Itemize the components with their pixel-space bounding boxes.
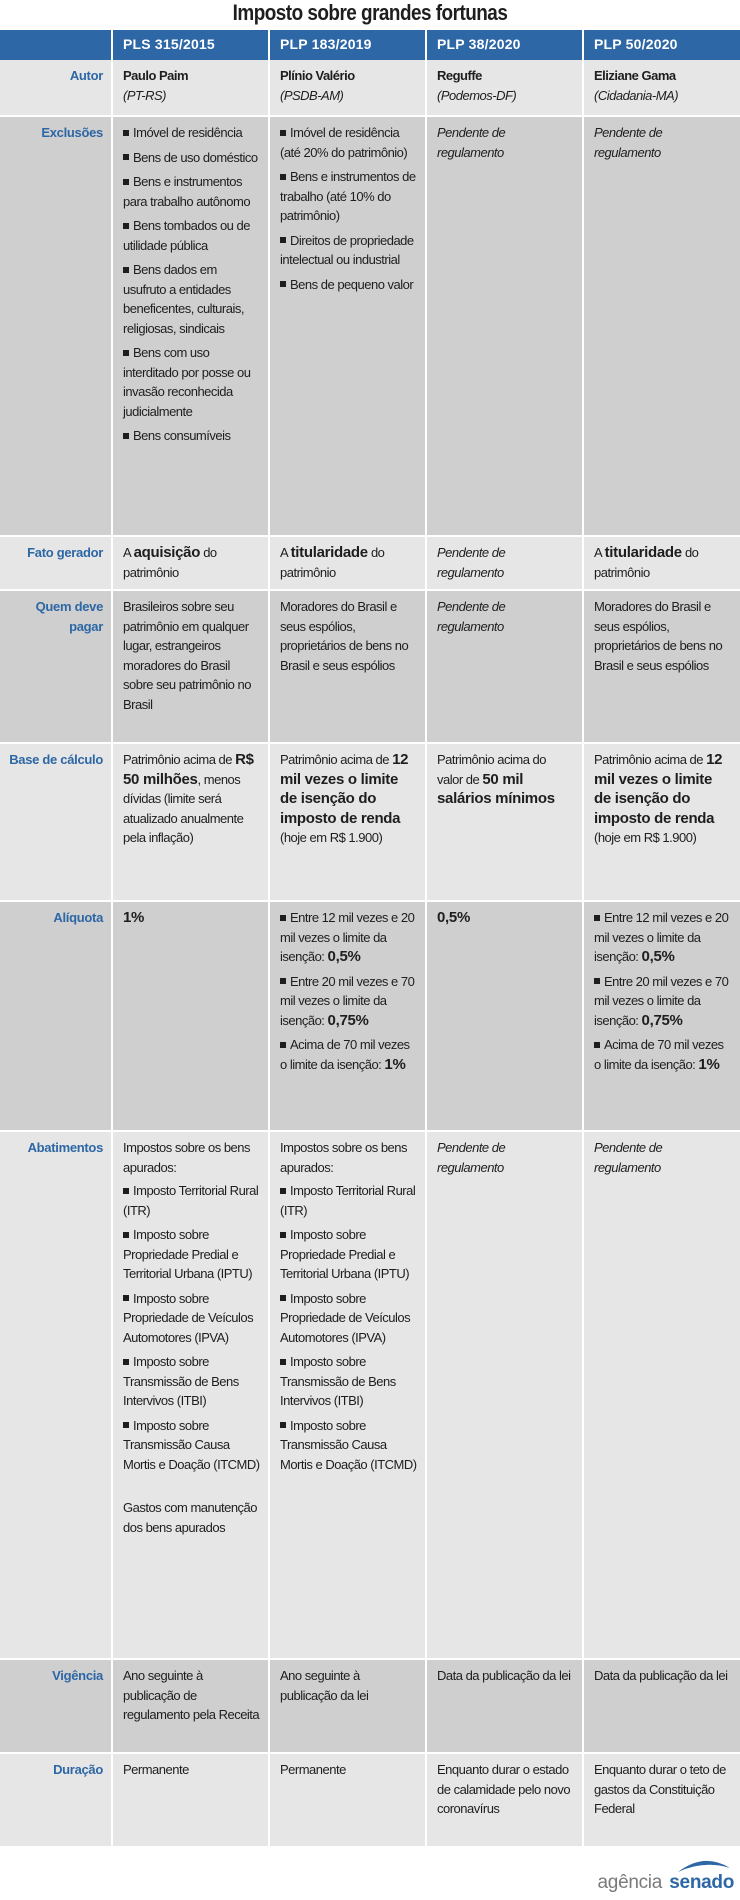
base-cell: Patrimônio acima de 12 mil vezes o limite de isenção do imposto de renda (hoje em R$ 1.900) xyxy=(269,743,426,901)
bullet-icon xyxy=(123,154,129,160)
autor-cell xyxy=(112,60,269,116)
exclusoes-cell: Pendente de regulamento xyxy=(583,116,740,536)
list-item: Entre 12 mil vezes e 20 mil vezes o limite da isenção: 0,5% xyxy=(280,910,415,965)
quem-cell: Pendente de regulamento xyxy=(426,590,583,743)
autor-cell xyxy=(583,60,740,116)
logo-text-senado: senado xyxy=(669,1872,734,1893)
list-item: Entre 20 mil vezes e 70 mil vezes o limite da isenção: 0,75% xyxy=(594,973,729,1029)
exclusoes-cell: Pendente de regulamento xyxy=(426,116,583,536)
bullet-icon xyxy=(280,1042,286,1048)
list-item: Bens e instrumentos para trabalho autônomo xyxy=(123,174,251,209)
header-plp-50-2020: PLP 50/2020 xyxy=(583,30,740,60)
list-item: Bens de uso doméstico xyxy=(123,148,260,168)
bullet-icon xyxy=(280,130,286,136)
row-label-fato-gerador: Fato gerador xyxy=(0,536,112,590)
row-label-quem-deve-pagar: Quem deve pagar xyxy=(0,590,112,743)
emphasis-text: 12 mil vezes o limite de isenção do imposto de renda xyxy=(280,751,409,827)
bullet-icon xyxy=(594,1042,600,1048)
aliquota-cell xyxy=(112,901,269,1131)
bullet-icon xyxy=(594,915,600,921)
rate-value: 0,5% xyxy=(437,909,470,926)
author-party: (Cidadania-MA) xyxy=(594,87,679,103)
author-party: (Podemos-DF) xyxy=(437,87,517,103)
list-item: Entre 20 mil vezes e 70 mil vezes o limite da isenção: 0,75% xyxy=(280,973,415,1029)
list-item: Imóvel de residência xyxy=(123,123,260,143)
header-plp-38-2020: PLP 38/2020 xyxy=(426,30,583,60)
duracao-cell: Permanente xyxy=(112,1753,269,1847)
author-name: Reguffe xyxy=(437,68,482,83)
row-label-base-de-calculo: Base de cálculo xyxy=(0,743,112,901)
list-item: Bens com uso interditado por posse ou invasão reconhecida judicialmente xyxy=(123,345,251,419)
duracao-cell: Permanente xyxy=(269,1753,426,1847)
bullet-icon xyxy=(280,1295,286,1301)
autor-cell xyxy=(426,60,583,116)
row-exclusoes xyxy=(0,116,740,536)
row-label-vigencia: Vigência xyxy=(0,1659,112,1753)
row-fato-gerador xyxy=(0,536,740,590)
list-item: Bens e instrumentos de trabalho (até 10% do patrimônio) xyxy=(280,169,416,223)
quem-cell: Moradores do Brasil e seus espólios, proprietários de bens no Brasil e seus espólios xyxy=(269,590,426,743)
list-item: Imposto sobre Propriedade de Veículos Automotores (IPVA) xyxy=(123,1290,254,1345)
emphasis-text: R$ 50 milhões xyxy=(123,751,254,788)
bullet-icon xyxy=(280,1188,286,1194)
page-title: Imposto sobre grandes fortunas xyxy=(232,0,508,25)
list-item: Imposto sobre Propriedade de Veículos Automotores (IPVA) xyxy=(280,1290,411,1345)
base-cell: Patrimônio acima de R$ 50 milhões, menos dívidas (limite será atualizado anualmente pela inflação) xyxy=(112,743,269,901)
list-item: Bens dados em usufruto a entidades beneficentes, culturais, religiosas, sindicais xyxy=(123,262,244,336)
abatimentos-cell: Pendente de regulamento xyxy=(426,1131,583,1659)
author-name: Paulo Paim xyxy=(123,68,189,83)
bullet-icon xyxy=(123,223,129,229)
row-quem-deve-pagar xyxy=(0,590,740,743)
bullet-icon xyxy=(123,130,129,136)
header-row xyxy=(0,30,740,60)
fato-cell: Pendente de regulamento xyxy=(426,536,583,590)
abatimentos-extra: Gastos com manutenção dos bens apurados xyxy=(123,1500,258,1535)
comparison-table xyxy=(0,30,740,1848)
emphasis-text: titularidade xyxy=(604,544,682,561)
row-label-abatimentos: Abatimentos xyxy=(0,1131,112,1659)
row-vigencia xyxy=(0,1659,740,1753)
row-abatimentos xyxy=(0,1131,740,1659)
author-party: (PT-RS) xyxy=(123,87,166,103)
row-label-aliquota: Alíquota xyxy=(0,901,112,1131)
list-item: Imposto sobre Transmissão Causa Mortis e Doação (ITCMD) xyxy=(280,1417,417,1472)
author-name: Plínio Valério xyxy=(280,68,355,83)
aliquota-list xyxy=(280,908,417,1074)
vigencia-cell: Ano seguinte à publicação de regulamento pela Receita xyxy=(112,1659,269,1753)
list-item: Direitos de propriedade intelectual ou industrial xyxy=(280,232,414,267)
aliquota-cell xyxy=(583,901,740,1131)
list-item: Imposto Territorial Rural (ITR) xyxy=(123,1183,259,1218)
abatimentos-cell xyxy=(112,1131,269,1659)
duracao-cell: Enquanto durar o teto de gastos da Constituição Federal xyxy=(583,1753,740,1847)
abatimentos-intro: Impostos sobre os bens apurados: xyxy=(280,1140,408,1175)
logo-text-agencia: agência xyxy=(597,1872,662,1893)
bullet-icon xyxy=(123,1422,129,1428)
row-duracao xyxy=(0,1753,740,1847)
aliquota-list xyxy=(594,908,732,1074)
row-base-de-calculo xyxy=(0,743,740,901)
bullet-icon xyxy=(123,1359,129,1365)
bullet-icon xyxy=(123,433,129,439)
list-item: Imposto Territorial Rural (ITR) xyxy=(280,1183,416,1218)
bullet-icon xyxy=(123,179,129,185)
author-party: (PSDB-AM) xyxy=(280,87,344,103)
agencia-senado-logo xyxy=(544,1856,734,1896)
bullet-icon xyxy=(280,1422,286,1428)
rate-value: 1% xyxy=(123,909,145,926)
vigencia-cell: Data da publicação da lei xyxy=(583,1659,740,1753)
exclusoes-cell xyxy=(112,116,269,536)
bullet-icon xyxy=(123,350,129,356)
aliquota-cell xyxy=(426,901,583,1131)
row-aliquota xyxy=(0,901,740,1131)
bullet-icon xyxy=(280,978,286,984)
list-item: Acima de 70 mil vezes o limite da isenção: 1% xyxy=(594,1037,724,1073)
abatimentos-intro: Impostos sobre os bens apurados: xyxy=(123,1140,251,1175)
aliquota-cell xyxy=(269,901,426,1131)
duracao-cell: Enquanto durar o estado de calamidade pelo novo coronavírus xyxy=(426,1753,583,1847)
author-name: Eliziane Gama xyxy=(594,68,676,83)
bullet-icon xyxy=(280,1359,286,1365)
header-pls-315-2015: PLS 315/2015 xyxy=(112,30,269,60)
row-label-exclusoes: Exclusões xyxy=(0,116,112,536)
exclusoes-cell xyxy=(269,116,426,536)
autor-cell xyxy=(269,60,426,116)
row-label-autor: Autor xyxy=(0,60,112,116)
emphasis-text: 12 mil vezes o limite de isenção do imposto de renda xyxy=(594,751,723,827)
fato-cell: A aquisição do patrimônio xyxy=(112,536,269,590)
list-item: Imposto sobre Propriedade Predial e Territorial Urbana (IPTU) xyxy=(123,1227,253,1281)
list-item: Entre 12 mil vezes e 20 mil vezes o limite da isenção: 0,5% xyxy=(594,910,729,965)
list-item: Imposto sobre Transmissão de Bens Intervivos (ITBI) xyxy=(280,1354,396,1408)
base-cell: Patrimônio acima de 12 mil vezes o limite de isenção do imposto de renda (hoje em R$ 1.900) xyxy=(583,743,740,901)
abatimentos-cell: Pendente de regulamento xyxy=(583,1131,740,1659)
bullet-icon xyxy=(123,267,129,273)
header-empty xyxy=(0,30,112,60)
bullet-icon xyxy=(123,1188,129,1194)
header-plp-183-2019: PLP 183/2019 xyxy=(269,30,426,60)
list-item: Bens tombados ou de utilidade pública xyxy=(123,218,250,253)
bullet-icon xyxy=(280,174,286,180)
emphasis-text: 50 mil salários mínimos xyxy=(437,770,555,807)
quem-cell: Moradores do Brasil e seus espólios, proprietários de bens no Brasil e seus espólios xyxy=(583,590,740,743)
abatimentos-cell xyxy=(269,1131,426,1659)
list-item: Imóvel de residência (até 20% do patrimônio) xyxy=(280,125,408,160)
exclusoes-list xyxy=(280,123,417,294)
list-item: Imposto sobre Transmissão de Bens Intervivos (ITBI) xyxy=(123,1354,239,1408)
list-item: Imposto sobre Propriedade Predial e Territorial Urbana (IPTU) xyxy=(280,1227,410,1281)
list-item: Acima de 70 mil vezes o limite da isenção: 1% xyxy=(280,1037,410,1073)
list-item: Bens consumíveis xyxy=(123,426,260,446)
vigencia-cell: Data da publicação da lei xyxy=(426,1659,583,1753)
list-item: Bens de pequeno valor xyxy=(280,275,417,295)
bullet-icon xyxy=(280,915,286,921)
abatimentos-list xyxy=(280,1181,417,1474)
row-label-duracao: Duração xyxy=(0,1753,112,1847)
bullet-icon xyxy=(123,1295,129,1301)
bullet-icon xyxy=(280,237,286,243)
emphasis-text: titularidade xyxy=(290,544,368,561)
row-autor xyxy=(0,60,740,116)
bullet-icon xyxy=(594,978,600,984)
exclusoes-list xyxy=(123,123,260,446)
fato-cell: A titularidade do patrimônio xyxy=(583,536,740,590)
vigencia-cell: Ano seguinte à publicação da lei xyxy=(269,1659,426,1753)
quem-cell: Brasileiros sobre seu patrimônio em qualquer lugar, estrangeiros moradores do Brasil sobre seu patrimônio no Brasil xyxy=(112,590,269,743)
base-cell: Patrimônio acima do valor de 50 mil salários mínimos xyxy=(426,743,583,901)
bullet-icon xyxy=(280,281,286,287)
abatimentos-list xyxy=(123,1181,260,1474)
bullet-icon xyxy=(123,1232,129,1238)
fato-cell: A titularidade do patrimônio xyxy=(269,536,426,590)
bullet-icon xyxy=(280,1232,286,1238)
emphasis-text: aquisição xyxy=(133,544,201,561)
list-item: Imposto sobre Transmissão Causa Mortis e Doação (ITCMD) xyxy=(123,1417,260,1472)
